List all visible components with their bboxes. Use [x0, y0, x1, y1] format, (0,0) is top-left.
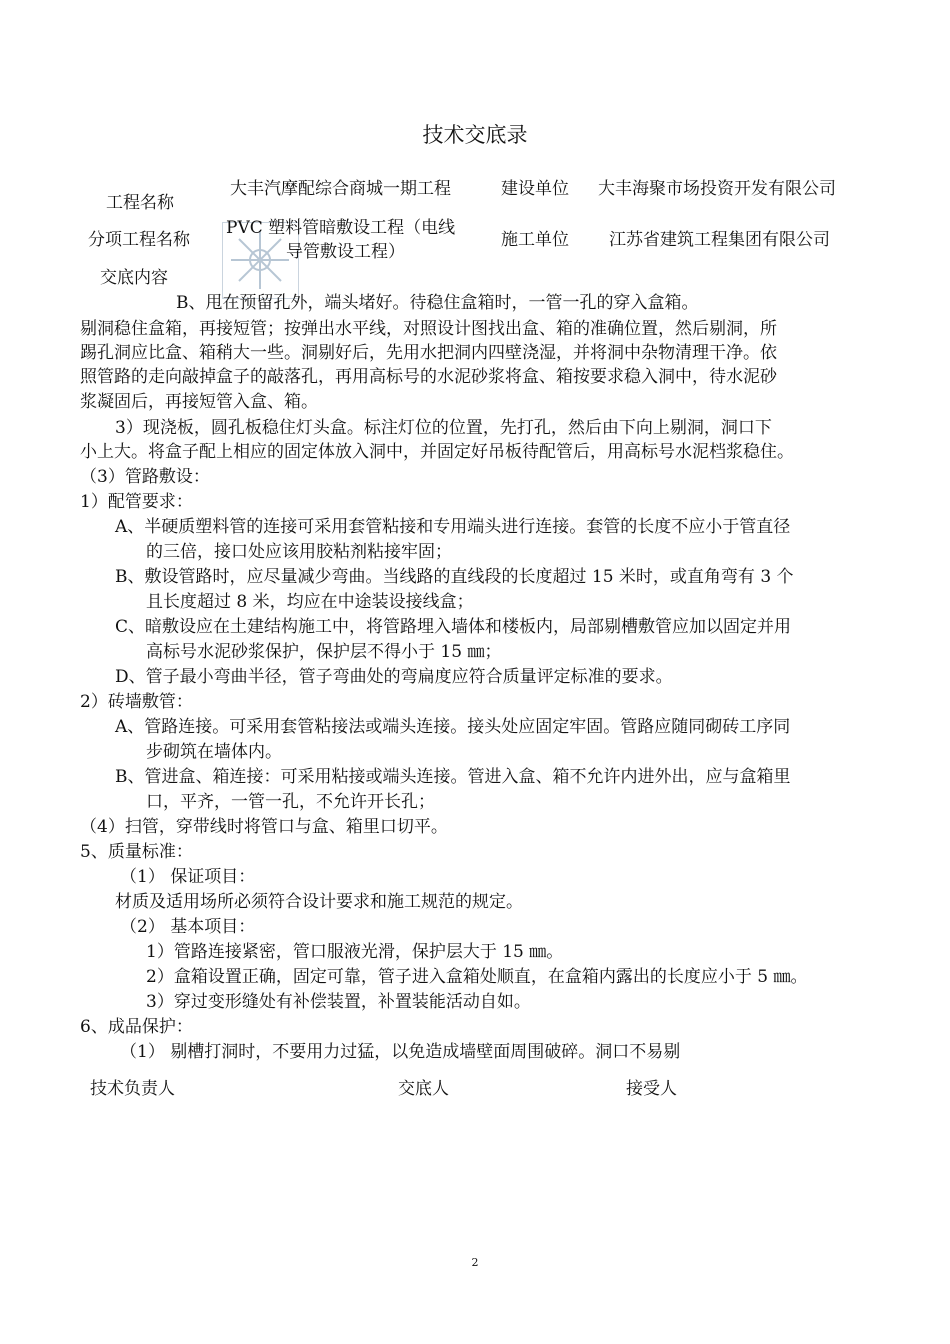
body-line: （1） 剔槽打洞时，不要用力过猛，以免造成墙壁面周围破碎。洞口不易剔 — [120, 1042, 681, 1062]
contractor-value: 江苏省建筑工程集团有限公司 — [609, 230, 830, 250]
page-number: 2 — [471, 1256, 479, 1269]
contractor-label: 施工单位 — [501, 230, 569, 250]
body-line: B、甩在预留孔外，端头堵好。待稳住盒箱时，一管一孔的穿入盒箱。 — [176, 293, 699, 313]
body-line: （3）管路敷设： — [80, 467, 210, 487]
content-label: 交底内容 — [100, 268, 168, 288]
body-line: A、管路连接。可采用套管粘接法或端头连接。接头处应固定牢固。管路应随同砌砖工序同 — [115, 717, 791, 737]
body-line: 口，平齐，一管一孔，不允许开长孔； — [146, 792, 435, 812]
body-line: 材质及适用场所必须符合设计要求和施工规范的规定。 — [115, 892, 523, 912]
body-line: 剔洞稳住盒箱，再接短管；按弹出水平线，对照设计图找出盒、箱的准确位置，然后剔洞，所 — [80, 319, 777, 339]
sub-project-label: 分项工程名称 — [88, 230, 190, 250]
project-name-value: 大丰汽摩配综合商城一期工程 — [230, 179, 451, 199]
body-line: （2） 基本项目： — [120, 917, 256, 937]
body-line: 2）盒箱设置正确，固定可靠，管子进入盒箱处顺直，在盒箱内露出的长度应小于 5 ㎜。 — [146, 967, 808, 987]
body-line: B、管进盒、箱连接：可采用粘接或端头连接。管进入盒、箱不允许内进外出，应与盒箱里 — [115, 767, 791, 787]
body-line: 照管路的走向敲掉盒子的敲落孔，再用高标号的水泥砂浆将盒、箱按要求稳入洞中，待水泥砂 — [80, 367, 777, 387]
body-line: 且长度超过 8 米，均应在中途装设接线盒； — [146, 592, 474, 612]
project-name-label: 工程名称 — [106, 193, 174, 213]
sub-project-value-line1: PVC 塑料管暗敷设工程（电线 — [226, 218, 456, 238]
body-line: 踢孔洞应比盒、箱稍大一些。洞剔好后，先用水把洞内四壁浇湿，并将洞中杂物清理干净。依 — [80, 343, 777, 363]
body-line: C、暗敷设应在土建结构施工中，将管路埋入墙体和楼板内，局部剔槽敷管应加以固定并用 — [115, 617, 792, 637]
body-line: 浆凝固后，再接短管入盒、箱。 — [80, 392, 318, 412]
tech-lead-signature-label: 技术负责人 — [90, 1079, 175, 1099]
page-title: 技术交底录 — [422, 123, 528, 147]
body-line: 6、成品保护： — [80, 1017, 193, 1037]
body-line: 的三倍，接口处应该用胶粘剂粘接牢固； — [146, 542, 452, 562]
body-line: 步砌筑在墙体内。 — [146, 742, 282, 762]
body-line: D、管子最小弯曲半径，管子弯曲处的弯扁度应符合质量评定标准的要求。 — [115, 667, 673, 687]
body-line: 高标号水泥砂浆保护，保护层不得小于 15 ㎜； — [146, 642, 502, 662]
presenter-signature-label: 交底人 — [398, 1079, 449, 1099]
body-line: B、敷设管路时，应尽量减少弯曲。当线路的直线段的长度超过 15 米时，或直角弯有 3 个 — [115, 567, 794, 587]
body-line: （4）扫管，穿带线时将管口与盒、箱里口切平。 — [80, 817, 448, 837]
body-line: 3）现浇板，圆孔板稳住灯头盒。标注灯位的位置，先打孔，然后由下向上剔洞，洞口下 — [115, 418, 772, 438]
body-line: A、半硬质塑料管的连接可采用套管粘接和专用端头进行连接。套管的长度不应小于管直径 — [115, 517, 791, 537]
body-line: 1）管路连接紧密，管口服液光滑，保护层大于 15 ㎜。 — [146, 942, 564, 962]
builder-label: 建设单位 — [501, 179, 569, 199]
body-line: 2）砖墙敷管： — [80, 692, 193, 712]
sub-project-value-line2: 导管敷设工程） — [286, 242, 405, 262]
body-line: 5、质量标准： — [80, 842, 193, 862]
body-line: 3）穿过变形缝处有补偿装置，补置装能活动自如。 — [146, 992, 531, 1012]
receiver-signature-label: 接受人 — [626, 1079, 677, 1099]
body-line: （1） 保证项目： — [120, 867, 256, 887]
body-line: 1）配管要求： — [80, 492, 193, 512]
body-line: 小上大。将盒子配上相应的固定体放入洞中，并固定好吊板待配管后，用高标号水泥档浆稳住。 — [80, 442, 794, 462]
builder-value: 大丰海聚市场投资开发有限公司 — [598, 179, 836, 199]
